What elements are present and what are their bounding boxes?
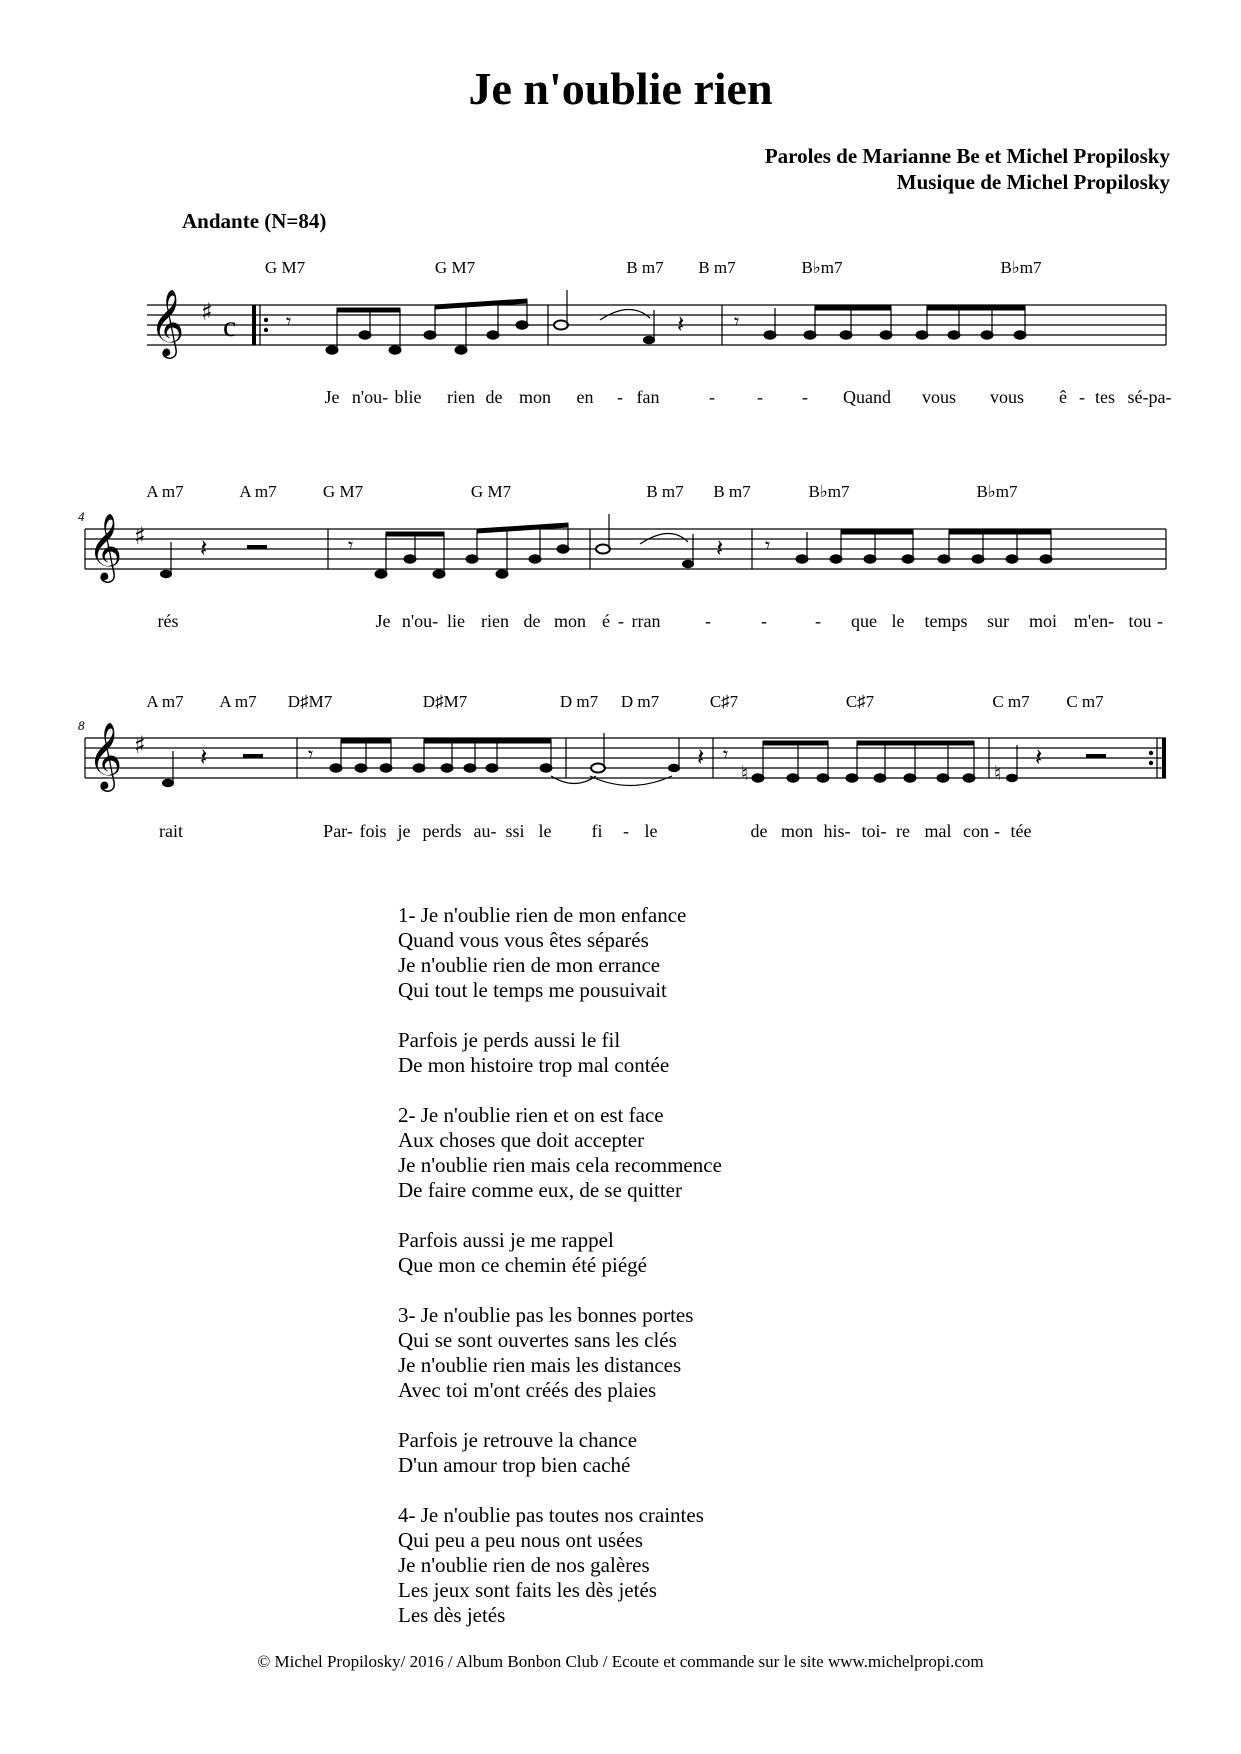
lyric-syllable: que [851,611,877,631]
quarter-rest-icon: 𝄽 [697,743,705,771]
lyric-syllable: n'ou- [401,611,439,631]
sharp-icon: ♯ [201,298,213,326]
lyric-syllable: rait [159,821,183,841]
stanza-2 [398,1103,722,1203]
lyric-syllable: en [576,387,594,407]
lyric-syllable: tou [1128,611,1152,631]
eighth-rest-icon: 𝄾 [286,309,292,333]
chord-symbol: B m7 [626,258,664,277]
lyric-syllable: toi- [861,821,887,841]
verse-line: Parfois je retrouve la chance [398,1428,638,1452]
natural-icon: ♮ [741,761,749,785]
lyric-syllable: de [750,821,768,841]
verse-line: Je n'oublie rien mais les distances [398,1353,682,1377]
lyric-syllable: le [538,821,552,841]
chord-symbol: C♯7 [709,692,739,711]
lyric-syllable: le [644,821,658,841]
staff-1 [0,270,1241,390]
verse-line: Avec toi m'ont créés des plaies [398,1378,657,1402]
lyric-syllable: pa- [1148,387,1172,407]
notes-measure-11 [752,741,975,782]
verse-line: Aux choses que doit accepter [398,1128,645,1152]
notes-measure-5 [375,523,569,578]
lyric-syllable: - [761,611,767,631]
lyric-syllable: Quand [843,387,891,407]
verse-line: 1- Je n'oublie rien de mon enfance [398,903,687,927]
lyric-syllable: Par- [323,821,353,841]
lyric-syllable: fan [636,387,660,407]
chord-symbol: D m7 [620,692,660,711]
lyric-syllable: - [617,387,623,407]
chord-symbol: A m7 [239,482,277,501]
lyric-syllable: - [994,821,1000,841]
treble-clef-icon: 𝄞 [88,512,123,580]
tempo-marking: Andante (N=84) [182,209,327,233]
measure-number: 8 [78,718,85,733]
lyric-syllable: - [705,611,711,631]
chord-symbol: D♯M7 [287,692,333,711]
natural-icon: ♮ [994,761,1002,785]
chord-symbol: G M7 [264,258,306,277]
chord-symbol: B m7 [713,482,751,501]
verse-line: Quand vous vous êtes séparés [398,928,649,952]
stanza-3 [398,1303,722,1403]
verse-line: Je n'oublie rien mais cela recommence [398,1153,722,1177]
notes-measure-7 [796,530,1052,563]
chord-symbol: C♯7 [845,692,875,711]
lyric-syllable: con [963,821,989,841]
lyric-syllable: lie [447,611,465,631]
lyric-syllable: his- [823,821,851,841]
stanza-refrain-2 [398,1228,722,1278]
lyric-syllable: m'en- [1073,611,1115,631]
lyric-syllable: mon [518,387,552,407]
chord-symbol: A m7 [219,692,257,711]
verse-line: Qui peu a peu nous ont usées [398,1528,643,1552]
copyright-footer: © Michel Propilosky/ 2016 / Album Bonbon Club / Ecoute et commande sur le site www.michelpropi.com [257,1652,984,1671]
stanza-4 [398,1503,722,1628]
lyric-syllable: tes [1095,387,1115,407]
eighth-rest-icon: 𝄾 [734,309,740,333]
lyric-syllable: - [802,387,808,407]
lyric-syllable: ssi [505,821,525,841]
quarter-rest-icon: 𝄽 [200,534,208,562]
measure-number: 4 [78,509,85,524]
verse-line: Les dès jetés [398,1603,506,1627]
chord-symbol: B♭m7 [976,482,1018,501]
quarter-rest-icon: 𝄽 [677,310,685,338]
verse-line: De mon histoire trop mal contée [398,1053,670,1077]
eighth-rest-icon: 𝄾 [308,742,314,766]
verse-line: Les jeux sont faits les dès jetés [398,1578,657,1602]
chord-symbol: B m7 [698,258,736,277]
lyric-syllable: moi [1028,611,1058,631]
lyric-syllable: de [485,387,503,407]
lyric-syllable: rés [157,611,179,631]
lyric-syllable: re [896,821,910,841]
chord-symbol: C m7 [992,692,1030,711]
notes-measure-9 [330,739,552,772]
lyric-syllable: Je [324,387,340,407]
lyric-syllable: sé- [1127,387,1149,407]
verse-line: Je n'oublie rien de mon errance [398,953,661,977]
stanza-1 [398,903,722,1003]
lyric-syllable: de [523,611,541,631]
song-title: Je n'oublie rien [468,63,773,114]
chord-symbol: B♭m7 [801,258,843,277]
chord-symbol: G M7 [322,482,364,501]
lyric-syllable: é [602,611,610,631]
eighth-rest-icon: 𝄾 [723,742,729,766]
staff-2 [0,494,1241,614]
verse-line: D'un amour trop bien caché [398,1453,631,1477]
lyric-syllable: perds [422,821,462,841]
lyric-syllable: mon [553,611,587,631]
verse-line: Qui se sont ouvertes sans les clés [398,1328,677,1352]
quarter-rest-icon: 𝄽 [200,743,208,771]
lyric-syllable: sur [987,611,1009,631]
half-rest-icon [243,754,263,758]
lyricist-credit: Paroles de Marianne Be et Michel Propilosky [764,144,1170,168]
lyric-syllable: blie [394,387,422,407]
eighth-rest-icon: 𝄾 [348,533,354,557]
lyric-syllable: rien [481,611,509,631]
repeat-end-barline [1162,738,1166,778]
lyric-syllable: rien [447,387,475,407]
stanza-refrain-1 [398,1028,722,1078]
sharp-icon: ♯ [134,522,146,550]
lyric-syllable: vous [921,387,957,407]
lyric-syllable: n'ou- [351,387,389,407]
lyric-syllable: tée [1010,821,1032,841]
quarter-rest-icon: 𝄽 [1035,743,1043,771]
common-time-icon: c [223,310,237,343]
chord-symbol: B♭m7 [808,482,850,501]
lyric-syllable: fois [359,821,387,841]
chord-symbol: D m7 [559,692,599,711]
lyric-syllable: je [397,821,411,841]
sharp-icon: ♯ [134,731,146,759]
verses [398,903,722,1653]
quarter-rest-icon: 𝄽 [716,534,724,562]
chord-symbol: A m7 [146,692,184,711]
verse-line: Parfois je perds aussi le fil [398,1028,621,1052]
half-rest-icon [1086,754,1106,758]
lyric-syllable: - [623,821,629,841]
staff-3 [0,703,1241,823]
lyric-syllable: - [709,387,715,407]
half-rest-icon [247,545,267,549]
verse-line: Que mon ce chemin été piégé [398,1253,647,1277]
lyric-syllable: temps [924,611,968,631]
lyric-syllable: - [1079,387,1085,407]
verse-line: Parfois aussi je me rappel [398,1228,614,1252]
chord-symbol: C m7 [1066,692,1104,711]
chord-symbol: G M7 [434,258,476,277]
lyric-syllable: vous [989,387,1025,407]
verse-line: 3- Je n'oublie pas les bonnes portes [398,1303,694,1327]
chord-symbol: G M7 [470,482,512,501]
lyric-syllable: rran [631,611,661,631]
lyric-syllable: - [618,611,624,631]
lyric-syllable: mal [924,821,952,841]
treble-clef-icon: 𝄞 [150,288,185,356]
notes-measure-1 [326,299,528,354]
chord-symbol: D♯M7 [422,692,468,711]
verse-line: Qui tout le temps me pousuivait [398,978,667,1002]
verse-line: Je n'oublie rien de nos galères [398,1553,650,1577]
lyric-syllable: le [891,611,905,631]
composer-credit: Musique de Michel Propilosky [896,170,1170,194]
chord-symbol: B♭m7 [1000,258,1042,277]
lyric-syllable: - [757,387,763,407]
treble-clef-icon: 𝄞 [88,721,123,789]
verse-line: 2- Je n'oublie rien et on est face [398,1103,664,1127]
verse-line: 4- Je n'oublie pas toutes nos craintes [398,1503,704,1527]
lyric-syllable: ê [1059,387,1067,407]
lyric-syllable: Je [375,611,391,631]
lyric-syllable: fi [591,821,603,841]
credits [765,143,1170,195]
chord-symbol: A m7 [146,482,184,501]
eighth-rest-icon: 𝄾 [765,533,771,557]
lyric-syllable: - [815,611,821,631]
repeat-start-barline [252,305,256,345]
lyric-syllable: - [1157,611,1163,631]
notes-measure-3 [764,306,1026,339]
lyric-syllable: au- [473,821,497,841]
stanza-refrain-3 [398,1428,722,1478]
lyric-syllable: mon [780,821,814,841]
verse-line: De faire comme eux, de se quitter [398,1178,682,1202]
chord-symbol: B m7 [646,482,684,501]
